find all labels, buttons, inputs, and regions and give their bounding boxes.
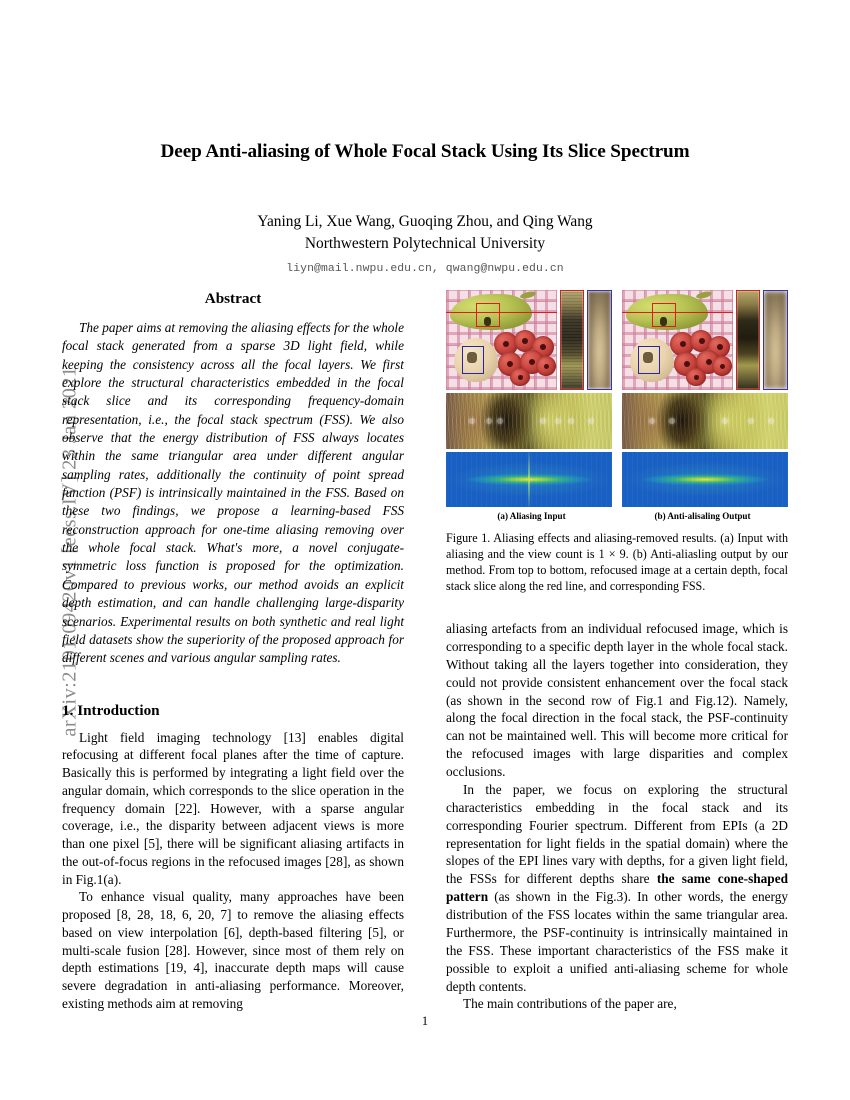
right-paragraph-2-bold: the same cone-shaped pattern	[446, 871, 788, 905]
right-paragraph-1: aliasing artefacts from an individual refocused image, which is corresponding to a specific depth layer in the whole focal stack. Without taking all the layers together into consideration, they could not provide consistent enhancement over the focal stack (as shown in the second row of Fig.1 and Fig.12). Namely, along the focal direction in the focal stack, the PSF-continuity can not be maintained well. This will become more critical for the refocused images with large disparities and complex occlusions.	[446, 621, 788, 779]
figure-subcaptions	[446, 511, 788, 521]
red-roi-box	[652, 303, 676, 327]
berries-group	[668, 330, 733, 388]
refocused-image-aliasing	[446, 290, 557, 390]
crop-blue-antialiased-content	[764, 291, 787, 389]
email-line: liyn@mail.nwpu.edu.cn, qwang@nwpu.edu.cn	[286, 262, 564, 275]
right-paragraph-2-part-a: In the paper, we focus on exploring the structural characteristics embedding in the focal stack and its corresponding Fourier spectrum. Different from EPIs (a 2D representation for light fields in the spatial domain) where the slopes of the EPI lines vary with depths, for a given light field, the FSSs for different depths share	[446, 781, 788, 887]
page-number: 1	[421, 1014, 429, 1028]
crop-red-antialiased-content	[737, 291, 760, 389]
crop-red-aliasing	[560, 290, 585, 390]
red-slice-line	[622, 312, 733, 313]
right-paragraph-2	[446, 781, 788, 996]
berry	[712, 356, 732, 376]
figure-row-focal-stack-slices	[446, 393, 788, 449]
right-paragraph-3: The main contributions of the paper are,	[463, 996, 677, 1012]
affiliation-line: Northwestern Polytechnical University	[304, 234, 546, 252]
crop-blue-aliasing	[587, 290, 612, 390]
fss-spectrum-aliasing	[446, 452, 612, 507]
crop-blue-aliasing-content	[588, 291, 611, 389]
focal-stack-slice-aliasing	[446, 393, 612, 449]
red-roi-box	[476, 303, 500, 327]
fss-vertical-aliasing-streak	[528, 452, 530, 507]
paper-page	[62, 0, 788, 1100]
figure-subcaption-b: (b) Anti-alisaling Output	[654, 511, 751, 521]
berry	[510, 368, 530, 386]
refocused-image-antialiased	[622, 290, 733, 390]
introduction-heading: 1. Introduction	[62, 701, 160, 719]
intro-paragraph-2: To enhance visual quality, many approaches have been proposed [8, 28, 18, 6, 20, 7] to remove the aliasing effects based on view interpolation [6], depth-based filtering [5], or multi-scale fusion [28]. However, since most of them rely on depth estimations [19, 4], inaccurate depth maps will cause severe degradation in anti-aliasing performance. Moreover, existing methods aim at removing	[62, 889, 404, 1011]
red-slice-line	[446, 312, 557, 313]
blue-roi-box	[638, 346, 660, 374]
figure-subcaption-a: (a) Aliasing Input	[497, 511, 566, 521]
fss-spectrum-antialiased	[622, 452, 788, 507]
arxiv-stamp	[0, 0, 81, 1100]
abstract-text: The paper aims at removing the aliasing effects for the whole focal stack generated from a sparse 3D light field, while keeping the consistency across all the focal layers. We first explore the structural characteristics embedded in the focal stack slice and its corresponding frequency-domain representation, i.e., the focal stack spectrum (FSS). We also observe that the energy distribution of FSS always locates within the same triangular area under different angular sampling rates, additionally the continuity of point spread function (PSF) is intrinsically maintained in the FSS. Based on these two findings, we propose a learning-based FSS reconstruction approach for one-time aliasing removing over the whole focal stack. What's more, a novel conjugate-symmetric loss function is proposed for the optimization. Compared to previous works, our method avoids an explicit depth estimation, and can handle challenging large-disparity scenarios. Experimental results on both synthetic and real light field datasets show the superiority of the proposed approach for different scenes and various angular sampling rates.	[62, 320, 404, 666]
author-line: Yaning Li, Xue Wang, Guoqing Zhou, and Qing Wang	[257, 213, 593, 230]
crop-blue-antialiased	[763, 290, 788, 390]
figure-row-fss-spectra	[446, 452, 788, 507]
berry	[686, 368, 706, 386]
intro-paragraph-1: Light field imaging technology [13] enables digital refocusing at different focal planes after the time of capture. Basically this is performed by integrating a light field over the angular domain, which corresponds to the slice operation in the frequency domain [22]. However, with a sparse angular coverage, i.e., the disparity between adjacent views is more than one pixel [5], there will be significant aliasing artifacts in the out-of-focus regions in the refocused images [28], as shown in Fig.1(a).	[62, 729, 404, 887]
blue-roi-box	[462, 346, 484, 374]
berries-group	[492, 330, 557, 388]
focal-stack-slice-antialiased	[622, 393, 788, 449]
crop-red-aliasing-content	[561, 291, 584, 389]
figure-column-gap	[615, 393, 620, 449]
figure-column-gap	[615, 452, 620, 507]
title-block	[62, 140, 788, 275]
figure-column-gap	[615, 290, 620, 390]
page-title: Deep Anti-aliasing of Whole Focal Stack Using Its Slice Spectrum	[160, 141, 690, 162]
figure-caption: Figure 1. Aliasing effects and aliasing-removed results. (a) Input with aliasing and the view count is 1 × 9. (b) Anti-aliasling output by our method. From top to bottom, refocused image at a certain depth, focal stack slice along the red line, and corresponding FSS.	[446, 531, 788, 593]
arxiv-stamp-text: arXiv:2101.09420v1 [eess.IV] 23 Jan 2021	[58, 366, 81, 737]
right-column	[446, 620, 788, 1013]
crop-red-antialiased	[736, 290, 761, 390]
figure-1	[446, 290, 788, 595]
right-paragraph-2-part-b: (as shown in the Fig.3). In other words, the energy distribution of the FSS locates within the same triangular area. Furthermore, the PSF-continuity is intrinsically maintained in the FSS. These important characteristics of the FSS make it possible to exploit a unified anti-aliasing scheme for whole depth contents.	[446, 889, 788, 994]
left-column	[62, 290, 404, 1013]
abstract-heading: Abstract	[204, 290, 262, 307]
berry	[536, 356, 556, 376]
figure-row-refocused-images	[446, 290, 788, 390]
